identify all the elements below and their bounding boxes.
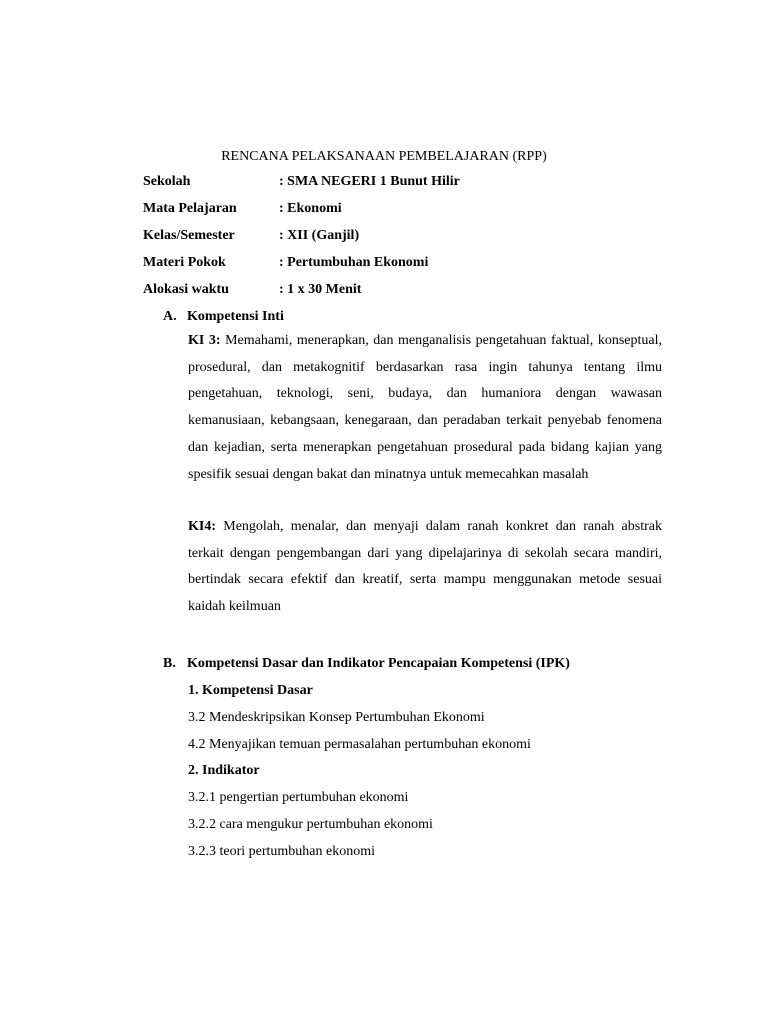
identity-value: : 1 x 30 Menit [279,282,362,297]
ki4-paragraph [188,514,662,621]
indicator-item: 3.2.1 pengertian pertumbuhan ekonomi [188,790,409,805]
identity-label: Kelas/Semester [143,228,235,243]
section-a-heading [163,308,284,326]
kd-item: 3.2 Mendeskripsikan Konsep Pertumbuhan Ekonomi [188,710,485,725]
indicator-heading: 2. Indikator [188,763,260,778]
ki4-label: KI4: [188,519,216,534]
identity-value: : Pertumbuhan Ekonomi [279,255,429,270]
identity-label: Alokasi waktu [143,282,229,297]
document-title: RENCANA PELAKSANAAN PEMBELAJARAN (RPP) [221,149,547,164]
ki3-paragraph [188,328,662,488]
indicator-item: 3.2.3 teori pertumbuhan ekonomi [188,844,376,859]
kd-item: 4.2 Menyajikan temuan permasalahan pertumbuhan ekonomi [188,737,531,752]
identity-value: : XII (Ganjil) [279,228,360,243]
section-letter: A. [163,309,177,324]
kd-heading: 1. Kompetensi Dasar [188,683,313,698]
ki3-text: Memahami, menerapkan, dan menganalisis pengetahuan faktual, konseptual, prosedural, dan metakognitif berdasarkan rasa ingin tahunya tentang ilmu pengetahuan, teknologi, seni, budaya, dan humaniora dengan wawasan kemanusiaan, kebangsaan, kenegaraan, dan peradaban terkait penyebab fenomena dan kejadian, serta menerapkan pengetahuan prosedural pada bidang kajian yang spesifik sesuai dengan bakat dan minatnya untuk memecahkan masalah [188,333,662,482]
identity-label: Materi Pokok [143,255,226,270]
indicator-item: 3.2.2 cara mengukur pertumbuhan ekonomi [188,817,433,832]
identity-value: : SMA NEGERI 1 Bunut Hilir [279,174,460,189]
section-b-heading [163,655,570,673]
section-title: Kompetensi Dasar dan Indikator Pencapaian Kompetensi (IPK) [187,656,570,671]
section-letter: B. [163,656,176,671]
identity-value: : Ekonomi [279,201,342,216]
identity-label: Mata Pelajaran [143,201,237,216]
ki3-label: KI 3: [188,333,221,348]
identity-label: Sekolah [143,174,191,189]
ki4-text: Mengolah, menalar, dan menyaji dalam ranah konkret dan ranah abstrak terkait dengan pengembangan dari yang dipelajarinya di sekolah secara mandiri, bertindak secara efektif dan kreatif, serta mampu menggunakan metode sesuai kaidah keilmuan [188,519,662,615]
section-title: Kompetensi Inti [187,309,284,324]
